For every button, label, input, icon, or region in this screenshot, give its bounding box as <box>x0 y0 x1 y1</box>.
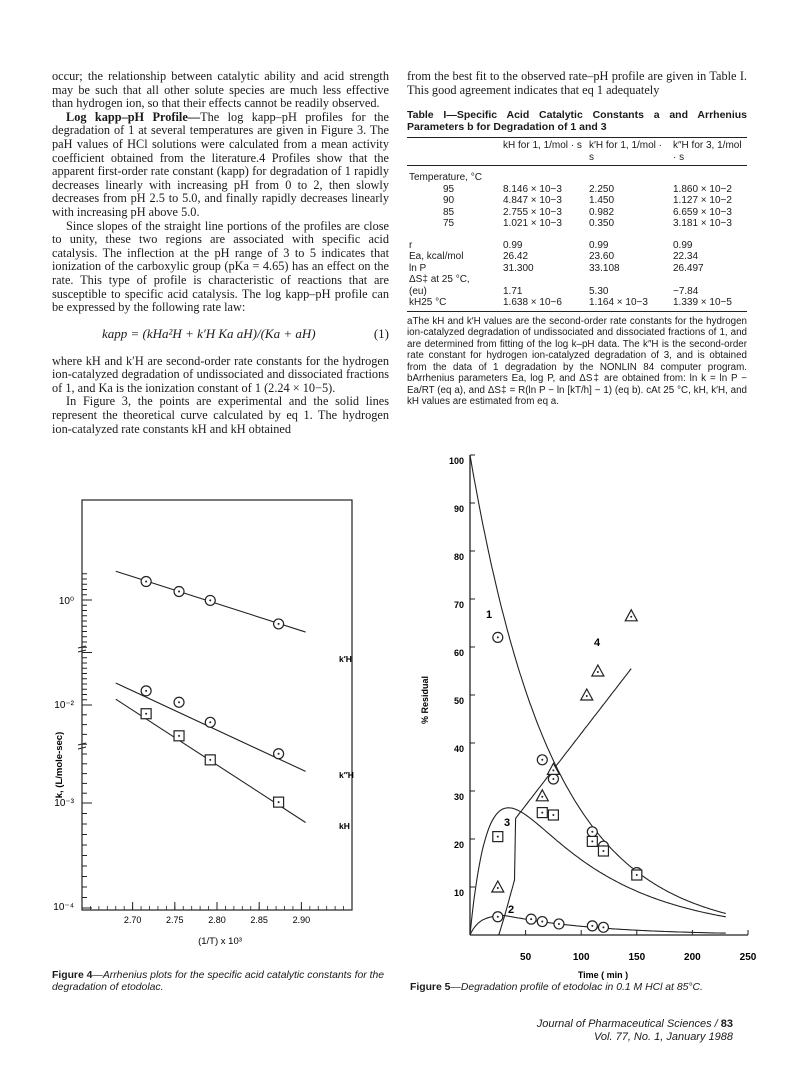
data-point-dot <box>497 916 499 918</box>
table-title: Table I—Specific Acid Catalytic Constants a and Arrhenius Parameters b for Degradation of 1 and 3 <box>407 109 747 134</box>
x-axis-label: Time ( min ) <box>577 970 629 980</box>
data-point-dot <box>497 836 499 838</box>
table-footnote: aThe kH and k′H values are the second-order rate constants for the hydrogen ion-catalyzed degradation of undissociated and dissociated fractions of 1, and are determined from fitting of the log k–pH data. The k″H is the second-order rate constant for hydrogen ion-catalyzed degradation of 3, and is obtained from the data of 1 degradation by the NONLIN 84 computer program. bArrhenius parameters Ea, log P, and ΔS‡ are obtained from: ln k = ln P − Ea/RT (eq a), and ΔS‡ = R(ln P − ln [kT/h] − 1) (eq b). cAt 25 °C, kH, k′H, and kH values are estimated from eq a. <box>407 315 747 408</box>
table-row: (eu) 1.71 5.30 −7.84 <box>409 285 699 297</box>
data-point-dot <box>541 796 543 798</box>
data-point-dot <box>591 831 593 833</box>
data-point-dot <box>597 671 599 673</box>
data-point-dot <box>497 636 499 638</box>
y-tick-label: 40 <box>453 744 464 754</box>
y-tick-label: 30 <box>453 792 464 802</box>
table-header-cell <box>407 138 501 166</box>
table-row: kH25 °C 1.638 × 10−6 1.164 × 10−3 1.339 × 10−5 <box>407 297 747 311</box>
curve-label-2: 2 <box>508 904 515 916</box>
data-point-dot <box>602 850 604 852</box>
y-tick-label: 90 <box>453 504 464 514</box>
y-tick-label: 10⁻⁴ <box>53 902 74 913</box>
y-tick-label: 60 <box>453 648 464 658</box>
right-paragraph-1: from the best fit to the observed rate–pH profile are given in Table I. This good agreement indicates that eq 1 adequately <box>407 69 747 97</box>
equation-text: kapp = (kHa²H + k′H Ka aH)/(Ka + aH) <box>102 325 316 341</box>
series-1 <box>116 571 306 632</box>
table-cell: Temperature, °C <box>409 172 482 184</box>
table-row: ln P 31.300 33.108 26.497 <box>409 262 704 274</box>
x-tick-label: 2.70 <box>123 915 142 925</box>
y-tick-label: 20 <box>453 840 464 850</box>
table-header-cell: k′H for 1, 1/mol · s <box>587 138 671 166</box>
axes <box>470 455 748 935</box>
series-label-k-h: kH <box>339 821 350 831</box>
table-header-cell: k″H for 3, 1/mol · s <box>671 138 747 166</box>
page-number: 83 <box>720 1018 733 1030</box>
x-tick-label: 250 <box>739 952 757 963</box>
series-label-k-prime-h: k′H <box>339 654 352 664</box>
left-paragraph-2: Log kapp–pH Profile—The log kapp–pH profiles for the degradation of 1 at several temperatures are given in Figure 3. The paH values of HCl solutions were calculated from a mean activity coefficient obtained from the literature.4 Profiles show that the apparent first-order rate constant (kapp) for degradation of 1 rapidly decreases linearly with increasing pH from 0 to 2, then slowly decreases from pH 2.5 to 5.0, and finally rapidly decreases linearly with increasing pH above 5.0. <box>52 109 389 219</box>
y-tick-label: 10⁻³ <box>54 798 74 809</box>
data-point-dot <box>541 812 543 814</box>
figure-4-caption: Figure 4—Arrhenius plots for the specific acid catalytic constants for the degradation of etodolac. <box>52 970 385 993</box>
theoretical-curve-2 <box>470 915 726 935</box>
data-point-triangle <box>536 790 548 801</box>
data-point-dot <box>552 778 554 780</box>
series-label-k-double-prime-h: k″H <box>339 770 354 780</box>
left-paragraph-1: occur; the relationship between catalytic ability and acid strength may be such that all other solute species are much less effective than hydrogen ion, so that their effects cannot be readily observed. <box>52 69 389 111</box>
section-heading: Log kapp–pH Profile— <box>66 109 201 124</box>
table-row: Ea, kcal/mol 26.42 23.60 22.34 <box>409 251 699 263</box>
data-point-dot <box>530 918 532 920</box>
x-tick-label: 150 <box>628 952 646 963</box>
data-point-dot <box>552 814 554 816</box>
data-point-dot <box>145 581 147 583</box>
left-paragraph-4: where kH and k′H are second-order rate constants for the hydrogen ion-catalyzed degradation of undissociated and dissociated fractions of 1, and Ka is the ionization constant of 1 (2.24 × 10−5). <box>52 353 389 395</box>
table-header-cell: kH for 1, 1/mol · s <box>501 138 587 166</box>
plot-frame <box>82 500 352 910</box>
figure-4-arrhenius-plot <box>53 500 360 950</box>
y-tick-label: 100 <box>448 456 464 466</box>
series-group <box>116 571 306 822</box>
y-tick-label: 10⁰ <box>58 596 74 607</box>
table-row: ΔS‡ at 25 °C, <box>409 274 470 286</box>
table-row: r 0.99 0.99 0.99 <box>409 239 693 251</box>
x-tick-label: 2.80 <box>208 915 226 925</box>
journal-volume: Vol. 77, No. 1, January 1988 <box>593 1031 733 1043</box>
data-point-dot <box>630 616 632 618</box>
data-point-dot <box>552 769 554 771</box>
y-axis-label: k, (L/mole-sec) <box>54 731 65 799</box>
y-axis-label: % Residual <box>420 675 430 725</box>
data-point-dot <box>278 623 280 625</box>
curve-label-1: 1 <box>486 609 493 621</box>
data-point-dot <box>541 921 543 923</box>
data-point-dot <box>586 695 588 697</box>
curve-label-3: 3 <box>504 817 511 829</box>
figure-5-degradation-profile <box>408 450 757 980</box>
x-tick-label: 2.75 <box>166 915 184 925</box>
y-tick-label: 10⁻² <box>54 700 74 711</box>
data-point-dot <box>178 591 180 593</box>
data-point-triangle <box>625 610 637 621</box>
data-point-dot <box>558 923 560 925</box>
data-point-dot <box>145 713 147 715</box>
table-row: 85 2.755 × 10−3 0.982 6.659 × 10−3 <box>443 206 732 218</box>
series-group <box>470 455 726 935</box>
data-point-dot <box>178 701 180 703</box>
x-tick-label: 100 <box>572 952 590 963</box>
x-tick-label: 2.90 <box>292 915 311 925</box>
left-paragraph-3: Since slopes of the straight line portions of the profiles are close to unity, these two regions are associated with specific acid catalysis. The inflection at the pH range of 3 to 5 indicates that ionization of the carboxylic group (pKa = 4.65) has an effect on the rate. This type of profile is characteristic of reactions that are susceptible to specific acid catalysis. The log kapp–pH profile can be expressed by the following rate law: <box>52 218 389 315</box>
left-paragraph-5: In Figure 3, the points are experimental and the solid lines represent the theoretical curve calculated by eq 1. The hydrogen ion-catalyzed rate constants kH and kH obtained <box>52 394 389 436</box>
data-point-dot <box>209 759 211 761</box>
journal-footer: Journal of Pharmaceutical Sciences / 83 Vol. 77, No. 1, January 1988 <box>536 1018 733 1043</box>
y-tick-label: 80 <box>453 552 464 562</box>
data-point-triangle <box>592 665 604 676</box>
data-point-dot <box>591 840 593 842</box>
y-axis-ticks <box>470 455 475 887</box>
right-column <box>407 70 747 408</box>
theoretical-curve-4 <box>470 669 631 935</box>
x-tick-label: 200 <box>684 952 701 963</box>
data-point-dot <box>278 753 280 755</box>
data-point-dot <box>591 925 593 927</box>
curve-label-4: 4 <box>594 637 601 649</box>
x-axis-ticks <box>90 902 343 910</box>
y-tick-label: 50 <box>453 696 464 706</box>
data-point-dot <box>178 735 180 737</box>
x-tick-label: 50 <box>520 952 532 963</box>
table-row: 90 4.847 × 10−3 1.450 1.127 × 10−2 <box>443 195 732 207</box>
data-point-dot <box>602 926 604 928</box>
data-point-dot <box>145 690 147 692</box>
y-minor-ticks <box>78 574 92 908</box>
y-tick-label: 70 <box>453 600 464 610</box>
data-point-triangle <box>581 689 593 700</box>
figure-5-caption: Figure 5—Degradation profile of etodolac in 0.1 M HCl at 85°C. <box>410 982 703 993</box>
data-point-dot <box>497 887 499 889</box>
equation-1 <box>52 315 389 355</box>
table-header-row <box>407 138 747 166</box>
left-column <box>52 70 389 436</box>
data-point-dot <box>278 801 280 803</box>
rate-constants-table <box>407 137 747 312</box>
x-axis-label: (1/T) x 10³ <box>198 936 242 947</box>
y-tick-label: 10 <box>453 888 464 898</box>
data-point-triangle <box>492 881 504 892</box>
table-row: 75 1.021 × 10−3 0.350 3.181 × 10−3 <box>443 218 732 230</box>
x-tick-label: 2.85 <box>250 915 268 925</box>
data-point-dot <box>209 721 211 723</box>
data-point-dot <box>541 759 543 761</box>
data-point-dot <box>209 599 211 601</box>
equation-number: (1) <box>373 325 389 341</box>
data-point-dot <box>636 874 638 876</box>
table-row: 95 8.146 × 10−3 2.250 1.860 × 10−2 <box>443 183 732 195</box>
table-row <box>407 166 747 184</box>
